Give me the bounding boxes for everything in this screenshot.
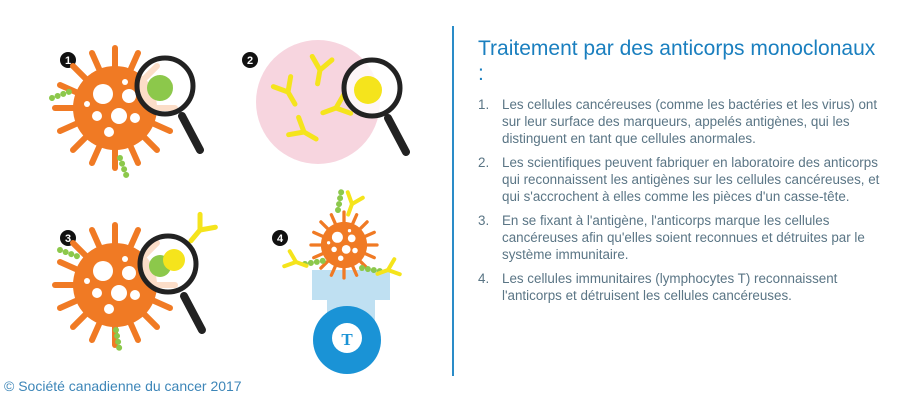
step-text: Les cellules cancéreuses (comme les bactéries et les virus) ont sur leur surface des marqueurs, appelés antigènes, qui les distinguent en tant que cellules anormales. <box>502 97 878 146</box>
step-text: Les scientifiques peuvent fabriquer en laboratoire des anticorps qui reconnaissent les antigènes sur les cellules cancéreuses, et qui s'accrochent à elles comme les pièces d'un casse-tête. <box>502 155 880 204</box>
panel-number-2: 2 <box>246 55 254 67</box>
panel-3 <box>55 214 215 351</box>
t-cell-icon <box>313 306 381 374</box>
page-title: Traitement par des anticorps monoclonaux : <box>478 37 876 85</box>
divider <box>452 26 454 376</box>
list-item <box>478 270 888 304</box>
panel-number-3: 3 <box>64 233 72 245</box>
step-number: 4. <box>478 271 490 286</box>
step-number: 3. <box>478 213 490 228</box>
steps-list <box>478 96 888 311</box>
panel-1 <box>48 48 200 179</box>
panel-number-4: 4 <box>276 233 284 245</box>
list-item <box>478 96 888 147</box>
step-number: 2. <box>478 155 490 170</box>
panel-4 <box>272 189 400 374</box>
step-number: 1. <box>478 97 490 112</box>
step-text: Les cellules immunitaires (lymphocytes T) reconnaissent l'anticorps et détruisent les cellules cancéreuses. <box>502 271 838 303</box>
list-item <box>478 212 888 263</box>
step-text: En se fixant à l'antigène, l'anticorps marque les cellules cancéreuses afin qu'elles soient reconnues et détruites par le système immunitaire. <box>502 213 865 262</box>
copyright-credit: © Société canadienne du cancer 2017 <box>4 378 242 394</box>
panel-2 <box>242 40 406 164</box>
t-cell-label: T <box>341 330 353 349</box>
list-item <box>478 154 888 205</box>
panel-number-1: 1 <box>64 55 72 67</box>
